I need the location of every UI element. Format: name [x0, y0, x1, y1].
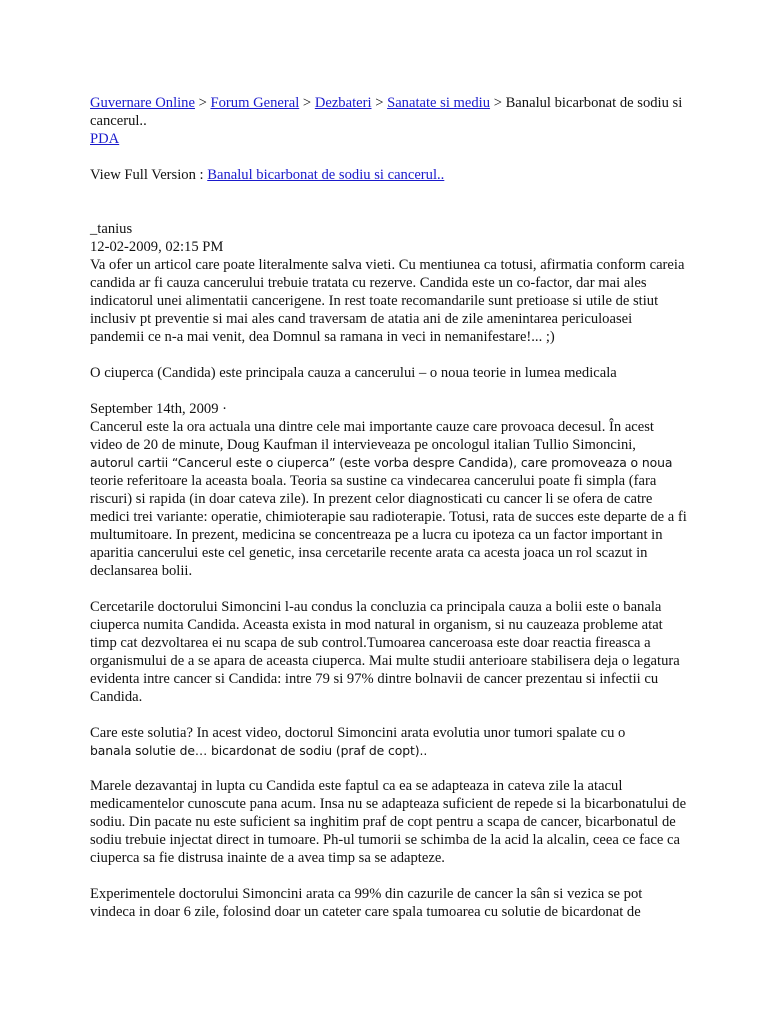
breadcrumb-link-guvernare-online[interactable]: Guvernare Online [90, 95, 195, 111]
article-date: September 14th, 2009 · [90, 401, 227, 417]
full-version-row [90, 166, 688, 184]
article-paragraph-3 [90, 724, 688, 760]
full-version-label: View Full Version : [90, 167, 204, 183]
pda-link[interactable]: PDA [90, 131, 120, 147]
post-intro-text: Va ofer un articol care poate literalmente salva vieti. Cu mentiunea ca totusi, afirmatia conform careia candida ar fi cauza cancerului trebuie tratata cu rezerve. Candida este un co-factor, dar mai ales indicatorul unei alimentatii cancerigene. In rest toate recomandarile sunt pretioase si utile de stiut inclusiv pt preventie si mai ales cand traversam de atatia ani de zile amenintarea periculoasei pandemii ce n-a mai venit, dea Domnul sa ramana in veci in nemanifestare!... ;) [90, 257, 685, 345]
breadcrumb-separator: > [302, 95, 312, 111]
breadcrumb-separator: > [375, 95, 384, 111]
breadcrumb-link-sanatate-si-mediu[interactable]: Sanatate si mediu [387, 95, 491, 111]
breadcrumb [90, 94, 688, 130]
breadcrumb-link-dezbateri[interactable]: Dezbateri [314, 95, 372, 111]
post-author: _tanius [90, 221, 133, 237]
post-date: 12-02-2009, 02:15 PM [90, 239, 224, 255]
breadcrumb-separator: > [493, 95, 502, 111]
article-paragraph-3-part-b: banala solutie de… bicardonat de sodiu (praf de copt).. [90, 743, 428, 758]
article-paragraph-5: Experimentele doctorului Simoncini arata ca 99% din cazurile de cancer la sân si vezica se pot vindeca in doar 6 zile, folosind doar un cateter care spala tumoarea cu solutie de bicardonat de [90, 886, 643, 920]
article-paragraph-4: Marele dezavantaj in lupta cu Candida este faptul ca ea se adapteaza in cateva zile la atacul medicamentelor cunoscute pana acum. Insa nu se adapteaza suficient de repede si la bicarbonatului de sodiu. Din pacate nu este suficient sa inghitim praf de copt pentru a scapa de cancer, bicarbonatul de sodiu trebuie injectat direct in tumoare. Ph-ul tumorii se schimba de la acid la alcalin, ceea ce face ca ciuperca sa fie distrusa inainte de a avea timp sa se adapteze. [90, 778, 687, 866]
full-version-link[interactable]: Banalul bicarbonat de sodiu si cancerul.. [207, 167, 445, 183]
article-paragraph-1-part-a: Cancerul este la ora actuala una dintre cele mai importante cauze care provoaca decesul. În acest video de 20 de minute, Doug Kaufman il intervieveaza pe oncologul italian Tullio Simoncini, [90, 419, 654, 453]
article-paragraph-1-part-c: teorie referitoare la aceasta boala. Teoria sa sustine ca vindecarea cancerului poate fi simpla (fara riscuri) si rapida (in doar cateva zile). In prezent celor diagnosticati cu cancer li se ofera de catre medici trei variante: operatie, chimioterapie sau radioterapie. Totusi, rata de succes este departe de a fi multumitoare. In prezent, medicina se concentreaza pe a lucra cu ipoteza ca un factor important in aparitia cancerului este cel genetic, insa cercetarile recente arata ca acesta joaca un rol scazut in declansarea bolii. [90, 473, 687, 579]
article-paragraph-1-part-b: autorul cartii “Cancerul este o ciuperca” (este vorba despre Candida), care promoveaza o noua [90, 455, 673, 470]
article-headline: O ciuperca (Candida) este principala cauza a cancerului – o noua teorie in lumea medicala [90, 365, 617, 381]
article-paragraph-3-part-a: Care este solutia? In acest video, doctorul Simoncini arata evolutia unor tumori spalate cu o [90, 725, 626, 741]
pda-row [90, 130, 688, 148]
article-paragraph-2: Cercetarile doctorului Simoncini l-au condus la concluzia ca principala cauza a bolii este o banala ciuperca numita Candida. Aceasta exista in mod natural in organism, si nu cauzeaza probleme atat timp cat dezvoltarea ei nu scapa de sub control.Tumoarea canceroasa este doar reactia fireasca a organismului de a se apara de aceasta ciuperca. Mai multe studii anterioare stabilisera deja o legatura evidenta intre cancer si Candida: intre 79 si 97% dintre bolnavii de cancer prezentau si infectii cu Candida. [90, 599, 680, 705]
archive-page [90, 94, 688, 921]
breadcrumb-current-thread: Banalul bicarbonat de sodiu si cancerul.. [90, 95, 683, 129]
breadcrumb-link-forum-general[interactable]: Forum General [210, 95, 300, 111]
breadcrumb-separator: > [198, 95, 207, 111]
article-paragraph-1 [90, 418, 688, 580]
